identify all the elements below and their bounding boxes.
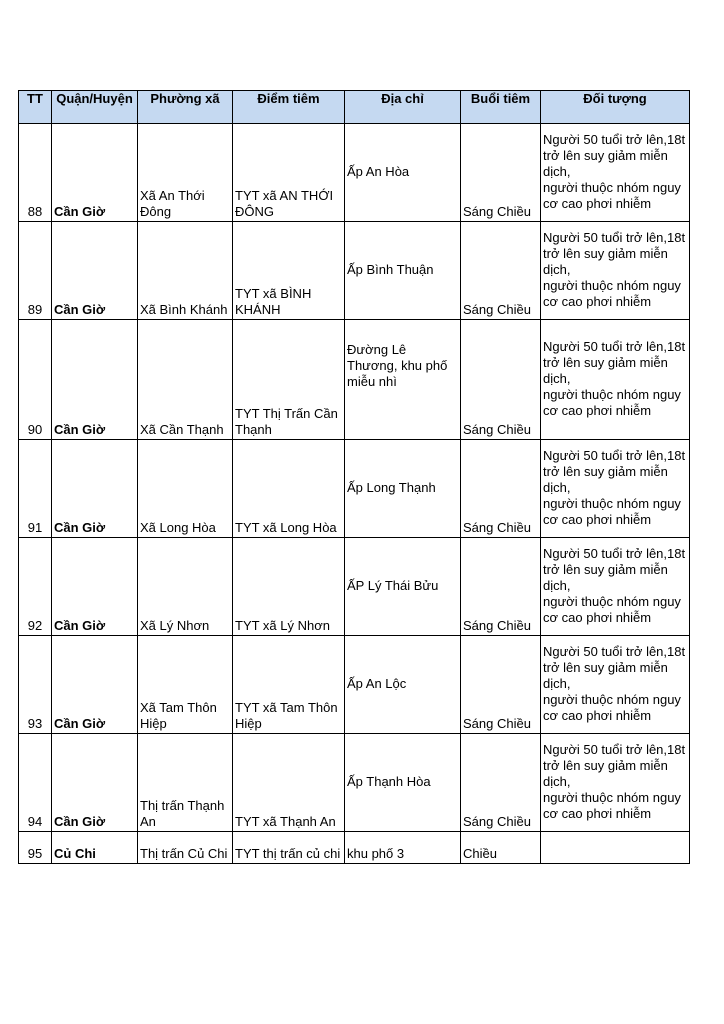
cell-address: Ấp Thạnh Hòa xyxy=(345,734,461,832)
cell-tt: 89 xyxy=(19,222,52,320)
cell-session: Sáng Chiều xyxy=(461,320,541,440)
cell-site: TYT thị trấn củ chi xyxy=(233,832,345,864)
table-row xyxy=(19,636,690,734)
cell-ward: Thị trấn Củ Chi xyxy=(138,832,233,864)
cell-site: TYT Thị Trấn Cần Thạnh xyxy=(233,320,345,440)
table-row xyxy=(19,734,690,832)
cell-tt: 90 xyxy=(19,320,52,440)
cell-session: Sáng Chiều xyxy=(461,636,541,734)
table-row xyxy=(19,538,690,636)
cell-address: khu phố 3 xyxy=(345,832,461,864)
cell-session: Sáng Chiều xyxy=(461,734,541,832)
cell-session: Sáng Chiều xyxy=(461,124,541,222)
header-site: Điểm tiêm xyxy=(233,91,345,124)
vaccination-sites-table xyxy=(18,90,690,864)
cell-session: Sáng Chiều xyxy=(461,538,541,636)
cell-district: Cần Giờ xyxy=(52,222,138,320)
table-row xyxy=(19,832,690,864)
cell-address: Đường Lê Thương, khu phố miễu nhì xyxy=(345,320,461,440)
cell-tt: 92 xyxy=(19,538,52,636)
cell-target: Người 50 tuổi trở lên,18t trở lên suy giảm miễn dịch, người thuộc nhóm nguy cơ cao phơi nhiễm xyxy=(541,124,690,222)
cell-site: TYT xã BÌNH KHÁNH xyxy=(233,222,345,320)
cell-site: TYT xã Lý Nhơn xyxy=(233,538,345,636)
table-row xyxy=(19,440,690,538)
header-tt: TT xyxy=(19,91,52,124)
cell-ward: Xã Bình Khánh xyxy=(138,222,233,320)
cell-district: Cần Giờ xyxy=(52,440,138,538)
header-target: Đối tượng xyxy=(541,91,690,124)
cell-target: Người 50 tuổi trở lên,18t trở lên suy giảm miễn dịch, người thuộc nhóm nguy cơ cao phơi nhiễm xyxy=(541,222,690,320)
cell-address: Ấp Bình Thuận xyxy=(345,222,461,320)
cell-session: Chiều xyxy=(461,832,541,864)
cell-ward: Xã Lý Nhơn xyxy=(138,538,233,636)
cell-district: Cần Giờ xyxy=(52,538,138,636)
cell-ward: Xã Long Hòa xyxy=(138,440,233,538)
header-ward: Phường xã xyxy=(138,91,233,124)
cell-address: Ấp An Lộc xyxy=(345,636,461,734)
cell-ward: Xã An Thới Đông xyxy=(138,124,233,222)
cell-district: Cần Giờ xyxy=(52,320,138,440)
cell-district: Củ Chi xyxy=(52,832,138,864)
cell-district: Cần Giờ xyxy=(52,636,138,734)
cell-site: TYT xã Thạnh An xyxy=(233,734,345,832)
cell-session: Sáng Chiều xyxy=(461,222,541,320)
cell-target: Người 50 tuổi trở lên,18t trở lên suy giảm miễn dịch, người thuộc nhóm nguy cơ cao phơi nhiễm xyxy=(541,734,690,832)
cell-target: Người 50 tuổi trở lên,18t trở lên suy giảm miễn dịch, người thuộc nhóm nguy cơ cao phơi nhiễm xyxy=(541,538,690,636)
cell-site: TYT xã Long Hòa xyxy=(233,440,345,538)
header-session: Buổi tiêm xyxy=(461,91,541,124)
cell-tt: 91 xyxy=(19,440,52,538)
cell-ward: Xã Cần Thạnh xyxy=(138,320,233,440)
cell-session: Sáng Chiều xyxy=(461,440,541,538)
cell-target: Người 50 tuổi trở lên,18t trở lên suy giảm miễn dịch, người thuộc nhóm nguy cơ cao phơi nhiễm xyxy=(541,320,690,440)
cell-target: Người 50 tuổi trở lên,18t trở lên suy giảm miễn dịch, người thuộc nhóm nguy cơ cao phơi nhiễm xyxy=(541,636,690,734)
cell-site: TYT xã AN THỚI ĐÔNG xyxy=(233,124,345,222)
table-row xyxy=(19,124,690,222)
cell-address: ẤP Lý Thái Bửu xyxy=(345,538,461,636)
cell-tt: 94 xyxy=(19,734,52,832)
cell-tt: 88 xyxy=(19,124,52,222)
cell-address: Ấp An Hòa xyxy=(345,124,461,222)
cell-tt: 95 xyxy=(19,832,52,864)
table-row xyxy=(19,320,690,440)
cell-site: TYT xã Tam Thôn Hiệp xyxy=(233,636,345,734)
cell-tt: 93 xyxy=(19,636,52,734)
header-address: Địa chỉ xyxy=(345,91,461,124)
cell-district: Cần Giờ xyxy=(52,734,138,832)
cell-target xyxy=(541,832,690,864)
cell-ward: Thị trấn Thạnh An xyxy=(138,734,233,832)
table-header-row xyxy=(19,91,690,124)
header-district: Quận/Huyện xyxy=(52,91,138,124)
table-row xyxy=(19,222,690,320)
cell-target: Người 50 tuổi trở lên,18t trở lên suy giảm miễn dịch, người thuộc nhóm nguy cơ cao phơi nhiễm xyxy=(541,440,690,538)
cell-district: Cần Giờ xyxy=(52,124,138,222)
cell-address: Ấp Long Thạnh xyxy=(345,440,461,538)
cell-ward: Xã Tam Thôn Hiệp xyxy=(138,636,233,734)
